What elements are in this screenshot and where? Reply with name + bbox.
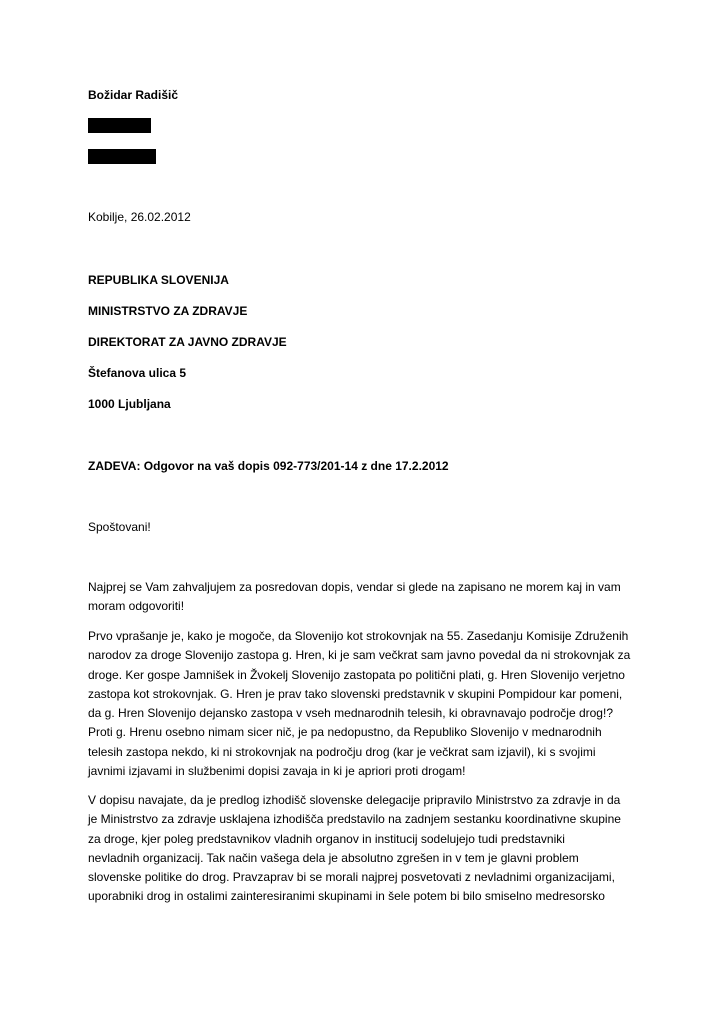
sender-name: Božidar Radišič [88, 88, 179, 102]
recipient-line-1: REPUBLIKA SLOVENIJA [88, 273, 229, 287]
recipient-line-3: DIREKTORAT ZA JAVNO ZDRAVJE [88, 335, 287, 349]
paragraph-line: narodov za droge Slovenijo zastopa g. Hren, ki je sam večkrat sam javno povedal da ni strokovnjak za [88, 648, 631, 663]
recipient-line-2: MINISTRSTVO ZA ZDRAVJE [88, 304, 248, 318]
paragraph-line: je Ministrstvo za zdravje usklajena izhodišča predstavilo na zadnjem sestanku koordinativne skupine [88, 812, 621, 827]
redacted-address-line-1 [88, 118, 151, 133]
paragraph-line: zastopa kot strokovnjak. G. Hren je prav tako slovenski predstavnik v skupini Pompidour kar pomeni, [88, 686, 623, 701]
paragraph-line: Proti g. Hrenu osebno nimam sicer nič, je pa nedopustno, da Republiko Slovenijo v mednarodnih [88, 725, 602, 740]
paragraph-line: telesih zastopa nekdo, ki ni strokovnjak na področju drog (kar je večkrat sam izjavil), ki s svojimi [88, 744, 596, 759]
paragraph-line: uporabniki drog in ostalimi zainteresiranimi skupinami in šele potem bi bilo smiselno medresorsko [88, 889, 605, 904]
paragraph-1 [88, 578, 633, 617]
redacted-address-line-2 [88, 149, 156, 164]
paragraph-line: Prvo vprašanje je, kako je mogoče, da Slovenijo kot strokovnjak na 55. Zasedanju Komisije Združenih [88, 629, 629, 643]
subject-line: ZADEVA: Odgovor na vaš dopis 092-773/201-14 z dne 17.2.2012 [88, 459, 449, 473]
paragraph-3 [88, 791, 633, 907]
recipient-line-4: Štefanova ulica 5 [88, 366, 187, 380]
paragraph-line: slovenske politike do drog. Pravzaprav bi se morali najprej posvetovati z nevladnimi organizacijami, [88, 870, 615, 885]
place-date: Kobilje, 26.02.2012 [88, 210, 191, 224]
paragraph-line: da g. Hren Slovenijo dejansko zastopa v vseh mednarodnih telesih, ki obravnavajo področje drog!? [88, 706, 613, 721]
paragraph-line: za droge, kjer poleg predstavnikov vladnih organov in institucij sodelujejo tudi predstavniki [88, 831, 565, 846]
paragraph-line: moram odgovoriti! [88, 599, 185, 614]
recipient-line-5: 1000 Ljubljana [88, 397, 171, 411]
paragraph-line: droge. Ker gospe Jamnišek in Žvokelj Slovenijo zastopata po politični plati, g. Hren Slovenijo verjetno [88, 667, 625, 682]
paragraph-line: V dopisu navajate, da je predlog izhodišč slovenske delegacije pripravilo Ministrstvo za zdravje in da [88, 793, 621, 807]
paragraph-line: javnimi izjavami in službenimi dopisi zavaja in ki je apriori proti drogam! [88, 764, 466, 779]
paragraph-line: Najprej se Vam zahvaljujem za posredovan dopis, vendar si glede na zapisano ne morem kaj in vam [88, 580, 621, 594]
greeting: Spoštovani! [88, 520, 151, 534]
paragraph-line: nevladnih organizacij. Tak način vašega dela je absolutno zgrešen in v tem je glavni problem [88, 850, 579, 865]
paragraph-2 [88, 627, 633, 781]
